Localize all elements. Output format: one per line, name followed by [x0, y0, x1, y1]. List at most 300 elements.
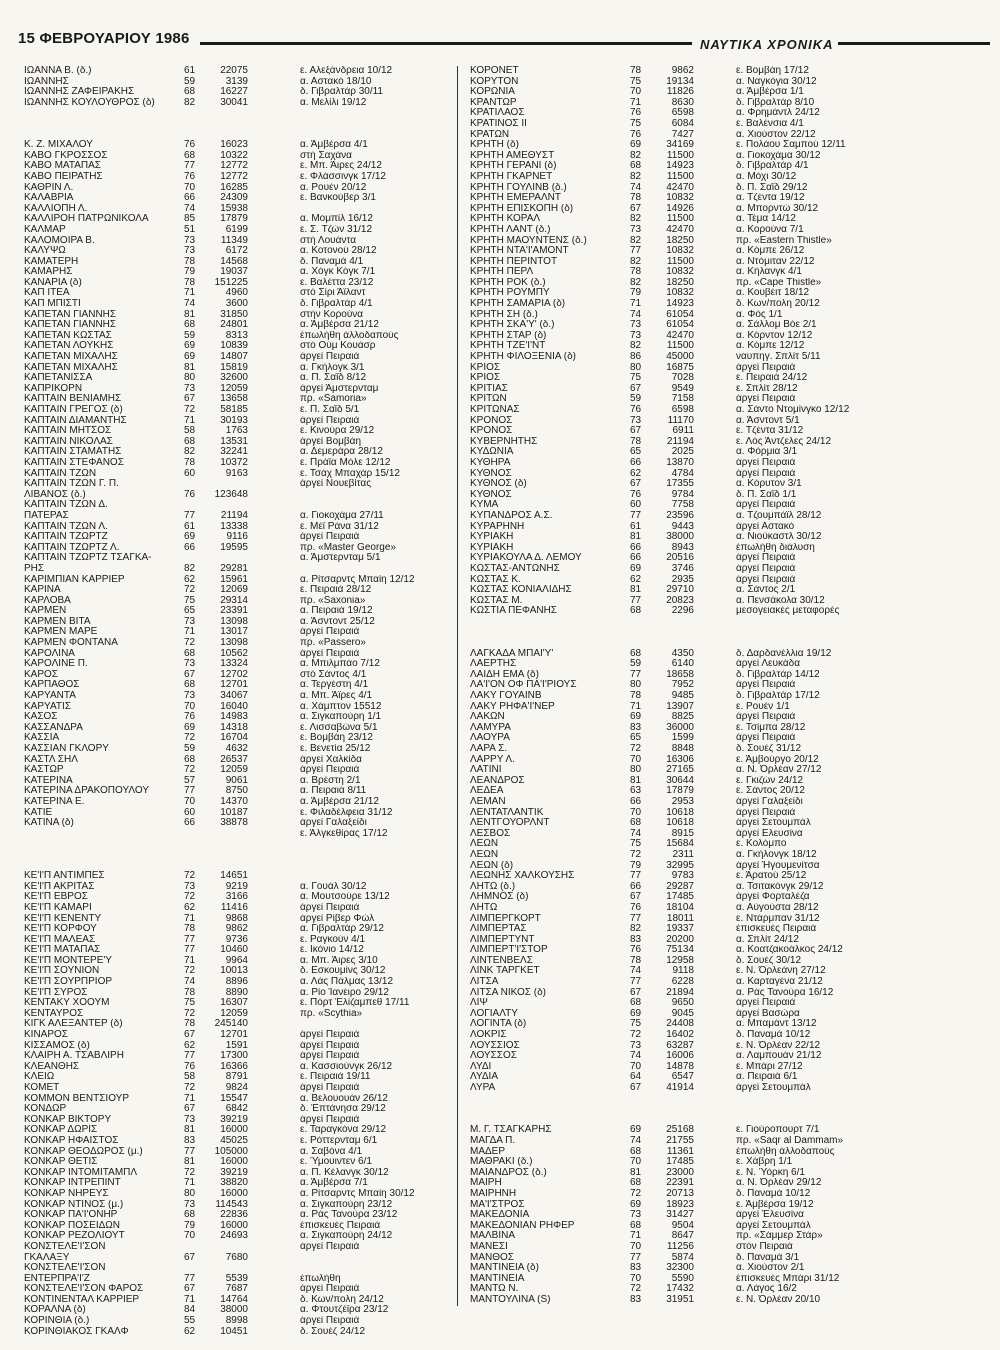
build-year: 73	[184, 616, 196, 627]
ship-status: ε. Βαλέττα 23/12	[300, 277, 374, 288]
build-year: 74	[630, 966, 642, 977]
ship-name: ΛΟΚΡΙΣ	[470, 1030, 507, 1041]
ship-row	[0, 405, 1000, 416]
build-year: 67	[184, 1252, 196, 1263]
ship-row	[0, 1327, 458, 1338]
ship-name: ΚΑΡΛΟΒΑ	[24, 595, 71, 606]
ship-status: έπισκευές Πειραιά	[736, 924, 817, 935]
ship-status: α. Μπαμάντ 13/12	[736, 1019, 817, 1030]
ship-name: ΚΛΑΙΡΗ Α. ΤΣΑΒΛΙΡΗ	[24, 1051, 124, 1062]
ship-name: ΚΕ'Ι'Π ΚΟΡΦΟΥ	[24, 924, 97, 935]
ship-row	[0, 543, 1000, 554]
ship-name: ΚΙΓΚ ΑΛΕΞΑΝΤΕΡ (δ)	[24, 1019, 123, 1030]
ship-status: α. Ντόμιταν 22/12	[736, 256, 815, 267]
build-year: 73	[184, 235, 196, 246]
tonnage: 12772	[220, 171, 248, 182]
ship-name: ΚΟΝΣΤΕΛΕ'Ι'ΣΟΝ	[24, 1263, 106, 1274]
ship-name: ΚΡΗΤΗ ΠΕΡΛ	[470, 267, 534, 278]
ship-name: ΚΙΝΑΡΟΣ	[24, 1030, 68, 1041]
tonnage: 17879	[220, 214, 248, 225]
ship-name: ΚΑΡΙΜΠΙΑΝ ΚΑΡΡΙΕΡ	[24, 574, 125, 585]
ship-status: α. Άμβέρσα 21/12	[300, 796, 379, 807]
build-year: 78	[630, 267, 642, 278]
ship-row	[0, 352, 1000, 363]
tonnage: 20516	[666, 553, 694, 564]
build-year: 77	[184, 510, 196, 521]
ship-row	[0, 490, 1000, 501]
ship-name: ΚΑΠΕΤΑΝ ΓΙΑΝΝΗΣ	[24, 309, 117, 320]
ship-status: άργεί Σετουμπάλ	[736, 818, 811, 829]
ship-name: ΛΕΔΕΑ	[470, 786, 504, 797]
ship-row	[0, 680, 1000, 691]
ship-status: δ. Γιβραλτάρ 4/1	[300, 299, 373, 310]
tonnage: 17355	[666, 479, 694, 490]
ship-name: ΚΑΣΣΙΑ	[24, 733, 60, 744]
ship-status: δ. Π. Σαΐδ 1/1	[736, 489, 797, 500]
tonnage: 9504	[671, 1220, 694, 1231]
build-year: 62	[184, 574, 196, 585]
tonnage: 11170	[667, 415, 694, 426]
ship-row	[0, 1147, 1000, 1158]
section-gap	[0, 617, 1000, 628]
tonnage: 8848	[671, 744, 694, 754]
ship-name: ΚΕ'Ι'Π ΣΟΥΡΠΡΙΟΡ	[24, 977, 113, 988]
tonnage: 245140	[214, 1019, 248, 1030]
build-year: 71	[184, 1294, 196, 1305]
tonnage: 9116	[226, 532, 248, 543]
build-year: 68	[630, 998, 642, 1009]
ship-status: άργεί Πειραιά	[736, 733, 796, 744]
ship-row	[0, 1019, 1000, 1030]
ship-row	[0, 1157, 1000, 1168]
build-year: 76	[630, 489, 642, 500]
ship-row	[0, 1072, 1000, 1083]
build-year: 69	[184, 341, 196, 352]
ship-status: άργεί Πειραιά	[736, 457, 796, 468]
ship-name: ΚΡΙΤΙΑΣ	[470, 383, 508, 394]
ship-status: α. Χόγκ Κόγκ 7/1	[300, 267, 376, 278]
ship-status: ε. Φλάσσινγκ 17/12	[300, 171, 386, 182]
build-year: 69	[630, 1199, 642, 1210]
ship-name: Μ. Γ. ΤΣΑΓΚΑΡΗΣ	[470, 1125, 552, 1136]
ship-name: ΡΗΣ	[24, 563, 45, 574]
tonnage: 23391	[220, 606, 248, 617]
ship-status: πρ. «Saxonia»	[300, 595, 366, 606]
ship-name: ΚΥΘΝΟΣ	[470, 489, 512, 500]
ship-row	[0, 119, 1000, 130]
build-year: 59	[630, 394, 642, 405]
ship-row	[0, 426, 1000, 437]
tonnage: 15938	[220, 203, 248, 214]
tonnage: 31850	[220, 309, 248, 320]
ship-row	[0, 1305, 458, 1316]
ship-name: ΛΑΕΡΤΗΣ	[470, 659, 517, 670]
build-year: 68	[630, 1178, 642, 1189]
tonnage: 12059	[220, 383, 248, 394]
build-year: 73	[184, 246, 196, 257]
tonnage: 13907	[666, 701, 694, 712]
build-year: 67	[184, 1284, 196, 1295]
tonnage: 22836	[220, 1210, 248, 1221]
build-year: 66	[184, 818, 196, 829]
tonnage: 18250	[666, 235, 694, 246]
ship-name: ΜΑΝΤΩ Ν.	[470, 1284, 519, 1295]
ship-status: στό Ούμ Κουάσρ	[300, 341, 376, 352]
tonnage: 8313	[225, 330, 248, 341]
ship-status: ε. Τζέντα 31/12	[736, 426, 804, 437]
build-year: 65	[630, 447, 642, 458]
tonnage: 2311	[672, 849, 694, 860]
ship-status: έπωλήθη διάλυση	[736, 542, 815, 553]
ship-status: ε. Μπάρι 27/12	[736, 1061, 803, 1072]
ship-name: ΚΑΠΤΑΙΝ ΝΙΚΟΛΑΣ	[24, 436, 113, 447]
build-year: 66	[630, 881, 642, 892]
ship-row	[0, 522, 1000, 533]
ship-name: ΚΛΕΑΝΘΗΣ	[24, 1061, 80, 1072]
build-year: 76	[184, 140, 196, 151]
ship-status: άργεί Λευκάδα	[736, 659, 800, 670]
build-year: 67	[630, 383, 642, 394]
ship-name: ΚΡΑΤΙΝΟΣ ΙΙ	[470, 118, 527, 129]
tonnage: 3139	[225, 76, 248, 87]
ship-status: α. Λάς Πάλμας 13/12	[300, 977, 394, 988]
ship-status: άργεί Πειραιά	[300, 648, 360, 659]
ship-name: ΚΑΛΑΒΡΙΑ	[24, 193, 74, 204]
tonnage: 36000	[666, 722, 694, 733]
tonnage: 9783	[671, 871, 694, 882]
build-year: 77	[630, 871, 642, 882]
ship-row	[0, 829, 1000, 840]
ship-name: ΙΩΑΝΝΗΣ ΚΟΥΛΟΥΘΡΟΣ (δ)	[24, 97, 155, 108]
ship-status: α. Κορούνα 7/1	[736, 224, 804, 235]
ship-name: ΚΑΜΑΡΗΣ	[24, 267, 73, 278]
tonnage: 32995	[666, 860, 694, 871]
ship-status: άργεί Πειραιά	[736, 574, 796, 585]
tonnage: 10832	[666, 288, 694, 299]
ship-name: ΜΑΘΡΑΚΙ (δ.)	[470, 1157, 533, 1168]
build-year: 61	[184, 66, 196, 76]
ship-row	[0, 140, 1000, 151]
ship-row	[0, 77, 1000, 88]
tonnage: 18104	[666, 902, 694, 913]
ship-status: δ. Γιβραλτάρ 17/12	[736, 691, 820, 702]
ship-row	[0, 818, 1000, 829]
ship-status: α. Π. Κέλανγκ 30/12	[300, 1167, 389, 1178]
ship-status: ε. Ταραγκόνα 29/12	[300, 1125, 387, 1136]
build-year: 70	[184, 701, 196, 712]
tonnage: 38000	[220, 1305, 248, 1316]
tonnage: 29287	[666, 881, 694, 892]
tonnage: 16023	[220, 140, 248, 151]
ship-status: α. Γιοκοχάμα 30/12	[736, 150, 821, 161]
ship-row	[0, 945, 1000, 956]
ship-name: ΚΡΗΤΗ ΓΚΑΡΝΕΤ	[470, 171, 553, 182]
ship-name: ΚΥΘΗΡΑ	[470, 457, 511, 468]
ship-row	[0, 172, 1000, 183]
ship-status: α. Γκήλογκ 3/1	[300, 362, 365, 373]
tonnage: 8915	[671, 828, 694, 839]
build-year: 71	[630, 1231, 642, 1242]
build-year: 71	[184, 1093, 196, 1104]
ship-status: άργεί Πειραιά	[736, 500, 796, 511]
tonnage: 9784	[671, 489, 694, 500]
tonnage: 9061	[225, 775, 248, 786]
build-year: 83	[630, 1263, 642, 1274]
build-year: 71	[630, 97, 642, 108]
tonnage: 12059	[220, 765, 248, 776]
ship-row	[0, 236, 1000, 247]
ship-name: ΛΗΤΩ (δ.)	[470, 881, 516, 892]
tonnage: 6199	[225, 224, 248, 235]
build-year: 70	[630, 754, 642, 765]
tonnage: 15819	[220, 362, 248, 373]
ship-name: ΚΥΠΑΝΔΡΟΣ Α.Σ.	[470, 510, 553, 521]
ship-name: ΜΑΛΒΙΝΑ	[470, 1231, 516, 1242]
ship-row	[0, 1242, 1000, 1253]
ship-status: ε. Πόρτ Έλίζαμπεθ 17/11	[300, 998, 410, 1009]
ship-row	[0, 458, 1000, 469]
tonnage: 21194	[220, 510, 248, 521]
ship-name: ΚΡΗΤΗ ΡΟΚ (δ.)	[470, 277, 546, 288]
ship-name: ΛΙΜΠΕΡΤΑΣ	[470, 924, 527, 935]
ship-status: α. Κόρντον 12/12	[736, 330, 813, 341]
build-year: 77	[184, 934, 196, 945]
ship-name: ΚΕ'Ι'Π ΑΝΤΙΜΠΕΣ	[24, 871, 105, 882]
ship-name: ΚΑΣΣΑΝΔΡΑ	[24, 722, 83, 733]
build-year: 81	[630, 1167, 642, 1178]
tonnage: 39219	[220, 1167, 248, 1178]
ship-row	[0, 108, 1000, 119]
build-year: 68	[184, 320, 196, 331]
ship-name: ΚΡΗΤΗ ΣΚΑ'Υ' (δ.)	[470, 320, 555, 331]
build-year: 82	[630, 150, 642, 161]
ship-row	[0, 1051, 1000, 1062]
build-year: 68	[630, 161, 642, 172]
ship-status: πρ. «Saqr al Dammam»	[736, 1135, 844, 1146]
ship-name: ΚΑΝΑΡΙΑ (δ)	[24, 277, 82, 288]
ship-name: ΛΕΩΝ	[470, 839, 499, 850]
ship-status: α. Κουβέιτ 18/12	[736, 288, 810, 299]
tonnage: 30193	[220, 415, 248, 426]
tonnage: 61054	[666, 320, 694, 331]
ship-name: ΚΩΣΤΑΣ ΚΟΝΙΑΛΙΔΗΣ	[470, 585, 572, 596]
ship-status: άργεί Πειραιά	[300, 1083, 360, 1093]
ship-row	[0, 691, 1000, 702]
ship-name: ΚΑΠΤΑΙΝ ΤΖΩΡΤΖ ΤΣΑΓΚΑ-	[24, 553, 152, 564]
tonnage: 6547	[671, 1072, 694, 1083]
ship-name: ΚΙΣΣΑΜΟΣ (δ)	[24, 1040, 90, 1051]
ship-name: ΚΑΤΕΡΙΝΑ ΔΡΑΚΟΠΟΥΛΟΥ	[24, 786, 150, 797]
ship-status: ε. Άλγκεθίρας 17/12	[300, 828, 388, 839]
tonnage: 114543	[215, 1199, 248, 1210]
ship-name: ΚΑΜΑΤΕΡΗ	[24, 256, 79, 267]
ship-status: δ. Παναμά 10/12	[736, 1188, 811, 1199]
ship-status: α. Πειραιά 8/11	[300, 786, 367, 797]
ship-status: δ. Έπτάνησα 29/12	[300, 1104, 386, 1115]
ship-name: ΚΟΝΚΑΡ ΝΗΡΕΥΣ	[24, 1188, 109, 1199]
tonnage: 11349	[220, 235, 248, 246]
page-date: 15 ΦΕΒΡΟΥΑΡΙΟΥ 1986	[18, 30, 190, 47]
ship-name: ΜΑΝΤΙΝΕΙΑ (δ)	[470, 1263, 539, 1274]
ship-name: ΚΑΡΜΕΝ ΜΑΡΕ	[24, 627, 98, 638]
ship-row	[0, 797, 1000, 808]
tonnage: 10451	[220, 1326, 248, 1337]
ship-name: ΚΑΠΤΑΙΝ ΣΤΕΦΑΝΟΣ	[24, 457, 124, 468]
tonnage: 24408	[666, 1019, 694, 1030]
tonnage: 20713	[666, 1188, 694, 1199]
build-year: 81	[630, 585, 642, 596]
ship-status: α. Λάγος 16/2	[736, 1284, 797, 1295]
ship-status: ε. Πειραιά 19/11	[300, 1072, 371, 1083]
tonnage: 15547	[220, 1093, 248, 1104]
ship-name: ΚΕΝΤΑΚΥ ΧΟΟΥΜ	[24, 998, 110, 1009]
ship-row	[0, 1253, 1000, 1264]
ship-status: ε. Πολάου Σαμπού 12/11	[736, 140, 846, 151]
build-year: 73	[630, 320, 642, 331]
ship-name: ΛΕΝΤΓΟΥΟΡΛΝΤ	[470, 818, 550, 829]
ship-status: α. Γκήλονγκ 18/12	[736, 849, 817, 860]
build-year: 72	[630, 849, 642, 860]
ship-row	[0, 1178, 1000, 1189]
ship-row	[0, 977, 1000, 988]
ship-status: α. Σαβόνα 4/1	[300, 1146, 363, 1157]
tonnage: 3600	[225, 299, 248, 310]
build-year: 76	[184, 171, 196, 182]
ship-status: α. Φτουτζέϊρα 23/12	[300, 1305, 389, 1316]
ship-name: ΚΡΙΟΣ	[470, 373, 501, 384]
ship-name: ΚΡΑΝΤΩΡ	[470, 97, 517, 108]
ship-name: ΚΟΡΥΤΟΝ	[470, 76, 519, 87]
tonnage: 6084	[671, 118, 694, 129]
build-year: 82	[630, 341, 642, 352]
ship-name: ΚΟΡΙΝΘΙΑΚΟΣ ΓΚΑΛΦ	[24, 1326, 129, 1337]
ship-row	[0, 1062, 1000, 1073]
ship-status: α. Κόμπε 26/12	[736, 246, 805, 257]
build-year: 75	[630, 373, 642, 384]
tonnage: 9045	[671, 1008, 694, 1019]
ship-status: α. Αύγούστα 28/12	[736, 902, 819, 913]
ship-status: άργεί Πειραιά	[736, 563, 796, 574]
ship-row	[0, 278, 1000, 289]
ship-status: α. Άμστερνταμ 5/1	[300, 553, 381, 564]
tonnage: 8896	[225, 977, 248, 988]
ship-row	[0, 257, 1000, 268]
tonnage: 6598	[671, 405, 694, 415]
ship-status: ε. Χάβρη 1/1	[736, 1157, 793, 1168]
tonnage: 18923	[666, 1199, 694, 1210]
ship-row	[0, 1168, 1000, 1179]
build-year: 69	[630, 1008, 642, 1019]
tonnage: 16000	[220, 1220, 248, 1231]
ship-row	[0, 225, 1000, 236]
build-year: 80	[184, 1188, 196, 1199]
ship-status: ε. Π. Σαΐδ 5/1	[300, 405, 360, 415]
ship-name: ΚΕ'Ι'Π ΣΥΡΟΣ	[24, 987, 88, 998]
build-year: 68	[184, 436, 196, 447]
build-year: 58	[184, 426, 196, 437]
ship-row	[0, 1200, 1000, 1211]
build-year: 81	[630, 532, 642, 543]
ship-row	[0, 363, 1000, 374]
tonnage: 8998	[225, 1316, 248, 1327]
build-year: 70	[184, 1231, 196, 1242]
build-year: 75	[184, 998, 196, 1009]
tonnage: 8890	[225, 987, 248, 998]
ship-row	[0, 1263, 1000, 1274]
build-year: 77	[184, 786, 196, 797]
tonnage: 2296	[671, 606, 694, 617]
tonnage: 14764	[220, 1294, 248, 1305]
build-year: 78	[184, 256, 196, 267]
tonnage: 7028	[671, 373, 694, 384]
ship-name: ΚΟΡΑΛΝΑ (δ)	[24, 1305, 86, 1316]
ship-status: ε. Σάντος 20/12	[736, 786, 805, 797]
ship-status: α. Βρέστη 2/1	[300, 775, 361, 786]
ship-status: δ. Γιβραλτάρ 4/1	[736, 161, 809, 172]
tonnage: 17432	[666, 1284, 694, 1295]
build-year: 76	[630, 405, 642, 415]
ship-status: α. Άμβέρσα 4/1	[300, 140, 368, 151]
ship-row	[0, 1231, 1000, 1242]
ship-name: ΛΑΚΥ ΡΗΦΑ'Ι'ΝΕΡ	[470, 701, 555, 712]
ship-status: α. Μπορντώ 30/12	[736, 203, 819, 214]
build-year: 60	[184, 468, 196, 479]
ship-status: ε. Λός Άντζελες 24/12	[736, 436, 831, 447]
ship-name: ΚΥΘΝΟΣ (δ)	[470, 479, 527, 490]
ship-status: άργεί Έλευσίνα	[736, 1210, 804, 1221]
tonnage: 19595	[220, 542, 248, 553]
ship-name: ΜΑΙΑΝΔΡΟΣ (δ.)	[470, 1167, 547, 1178]
tonnage: 22391	[666, 1178, 694, 1189]
ship-status: πρ. «Σάμμερ Στάρ»	[736, 1231, 823, 1242]
build-year: 73	[184, 1199, 196, 1210]
build-year: 68	[184, 150, 196, 161]
ship-name: ΛΥΡΑ	[470, 1083, 496, 1093]
ship-status: άργεί Γαλαξείδι	[300, 818, 367, 829]
ship-status: α. Δεμεράρα 28/12	[300, 447, 383, 458]
ship-row	[0, 204, 1000, 215]
ship-row	[0, 299, 1000, 310]
build-year: 73	[184, 383, 196, 394]
ship-status: α. Φρημάντλ 24/12	[736, 108, 820, 119]
ship-status: πρ. «Eastern Thistle»	[736, 235, 832, 246]
ship-row	[0, 246, 1000, 257]
ship-status: άργεί Πειραιά	[736, 998, 796, 1009]
ship-status: άργεί Πειραιά	[736, 468, 796, 479]
build-year: 60	[184, 807, 196, 818]
tonnage: 12069	[220, 585, 248, 596]
tonnage: 4960	[225, 288, 248, 299]
build-year: 70	[630, 1157, 642, 1168]
tonnage: 34169	[666, 140, 694, 151]
build-year: 85	[184, 214, 196, 225]
ship-status: πρ. «Scythia»	[300, 1008, 363, 1019]
ship-name: ΚΟΜΜΟΝ ΒΕΝΤΣΙΟΥΡ	[24, 1093, 130, 1104]
ship-status: α. Μπ. Άϊρες 4/1	[300, 691, 373, 702]
build-year: 71	[184, 627, 196, 638]
ship-status: α. Άσντοντ 25/12	[300, 616, 375, 627]
ship-name: ΚΑΒΟ ΠΕΙΡΑΤΗΣ	[24, 171, 103, 182]
tonnage: 32300	[666, 1263, 694, 1274]
ship-name: ΚΡΗΤΗ ΝΤΑ'Ι'ΑΜΟΝΤ	[470, 246, 569, 257]
ship-status: ε. Γιούροπουρτ 7/1	[736, 1125, 820, 1136]
build-year: 72	[630, 1030, 642, 1041]
ship-status: άργεί Πειραιά	[300, 1114, 360, 1125]
ship-name: ΛΕΣΒΟΣ	[470, 828, 511, 839]
build-year: 78	[630, 436, 642, 447]
ship-name: ΚΡΗΤΗ ΦΙΛΟΞΕΝΙΑ (δ)	[470, 352, 576, 363]
ship-status: άργεί Βομβάη	[300, 436, 362, 447]
